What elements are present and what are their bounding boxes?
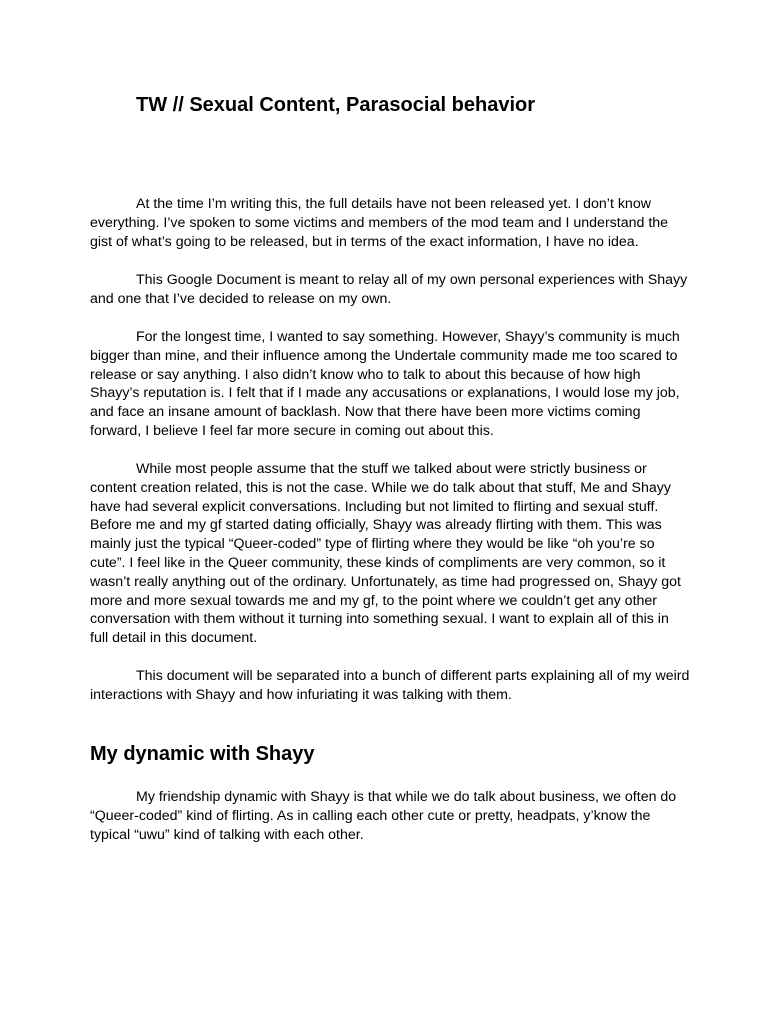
document-title: TW // Sexual Content, Parasocial behavior bbox=[136, 94, 535, 116]
paragraph-conversations: While most people assume that the stuff we talked about were strictly business or content creation related, this is not the case. While we do talk about that stuff, Me and Shayy have had several explicit conversations. Including but not limited to flirting and sexual stuff. Before me and my gf started dating officially, Shayy was already flirting with them. This was mainly just the typical “Queer-coded” type of flirting where they would be like “oh you’re so cute”. I feel like in the Queer community, these kinds of compliments are very common, so it wasn’t really anything out of the ordinary. Unfortunately, as time had progressed on, Shayy got more and more sexual towards me and my gf, to the point where we couldn’t get any other conversation with them without it turning into something sexual. I want to explain all of this in full detail in this document. bbox=[90, 461, 681, 647]
paragraph-structure: This document will be separated into a bunch of different parts explaining all of my weird interactions with Shayy and how infuriating it was talking with them. bbox=[90, 668, 690, 703]
paragraph-intro: At the time I’m writing this, the full details have not been released yet. I don’t know everything. I’ve spoken to some victims and members of the mod team and I understand the gist of what’s going to be released, but in terms of the exact information, I have no idea. bbox=[90, 196, 669, 250]
section-heading: My dynamic with Shayy bbox=[90, 743, 315, 765]
paragraph-background: For the longest time, I wanted to say something. However, Shayy’s community is much bigger than mine, and their influence among the Undertale community made me too scared to release or say anything. I also didn’t know who to talk to about this because of how high Shayy’s reputation is. I felt that if I made any accusations or explanations, I would lose my job, and face an insane amount of backlash. Now that there have been more victims coming forward, I believe I feel far more secure in coming out about this. bbox=[90, 329, 680, 439]
paragraph-dynamic: My friendship dynamic with Shayy is that while we do talk about business, we often do “Queer-coded” kind of flirting. As in calling each other cute or pretty, headpats, y’know the typical “uwu” kind of talking with each other. bbox=[90, 789, 677, 843]
paragraph-purpose: This Google Document is meant to relay all of my own personal experiences with Shayy and one that I’ve decided to release on my own. bbox=[90, 272, 688, 307]
